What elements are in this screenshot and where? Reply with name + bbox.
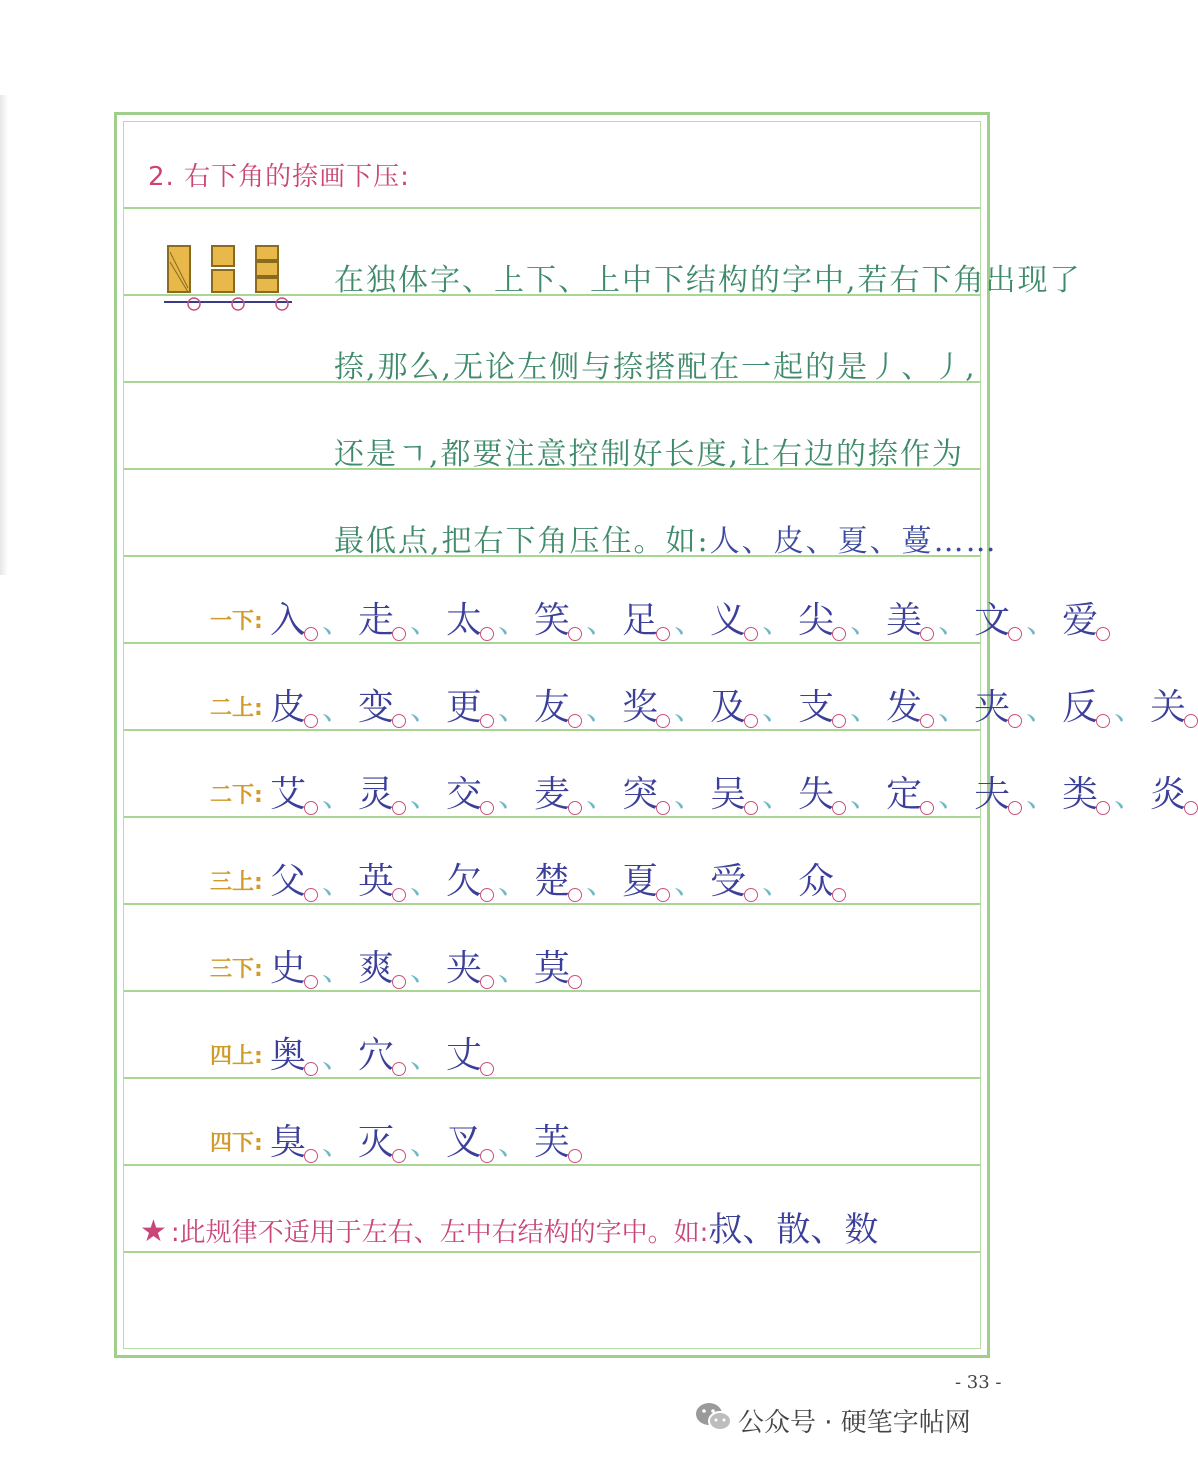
- character-separator: 、: [322, 1040, 353, 1075]
- practice-character: 灭: [358, 1114, 394, 1165]
- character-separator: 、: [322, 779, 353, 814]
- character-separator: 、: [410, 1127, 441, 1162]
- watermark-footer: 公众号 · 硬笔字帖网: [738, 1408, 971, 1438]
- practice-characters: [270, 679, 1196, 730]
- practice-characters: [270, 766, 1196, 817]
- character-separator: 、: [322, 866, 353, 901]
- paragraph-line-4: [334, 516, 998, 560]
- practice-character: 美: [886, 592, 922, 643]
- practice-character: 英: [358, 853, 394, 904]
- practice-character: 文: [974, 592, 1010, 643]
- practice-character: 夏: [622, 853, 658, 904]
- practice-character: 友: [534, 679, 570, 730]
- practice-character: 发: [886, 679, 922, 730]
- rule-exception-note: [140, 1202, 878, 1251]
- character-separator: 、: [498, 779, 529, 814]
- practice-character: 更: [446, 679, 482, 730]
- character-separator: 、: [322, 605, 353, 640]
- row-label: 四下:: [210, 1131, 263, 1156]
- practice-character: 失: [798, 766, 834, 817]
- practice-character: 穴: [358, 1027, 394, 1078]
- character-separator: 、: [850, 692, 881, 727]
- practice-character: 艾: [270, 766, 306, 817]
- character-separator: 、: [762, 692, 793, 727]
- character-separator: 、: [586, 779, 617, 814]
- practice-character: 太: [446, 592, 482, 643]
- character-separator: 、: [322, 692, 353, 727]
- practice-character: 支: [798, 679, 834, 730]
- character-separator: 、: [762, 605, 793, 640]
- character-separator: 、: [1026, 779, 1057, 814]
- practice-character: 芙: [534, 1114, 570, 1165]
- practice-characters: [270, 853, 844, 904]
- character-separator: 、: [674, 866, 705, 901]
- page-number: - 33 -: [955, 1372, 1002, 1393]
- practice-character: 众: [798, 853, 834, 904]
- practice-character: 夹: [446, 940, 482, 991]
- character-separator: 、: [586, 605, 617, 640]
- character-separator: 、: [322, 953, 353, 988]
- practice-character: 吴: [710, 766, 746, 817]
- practice-character: 反: [1062, 679, 1098, 730]
- practice-characters: [270, 1114, 580, 1165]
- row-label: 一下:: [210, 609, 263, 634]
- page-edge-shadow: [0, 95, 8, 575]
- practice-character: 受: [710, 853, 746, 904]
- star-icon: ★: [140, 1214, 167, 1249]
- practice-character: 类: [1062, 766, 1098, 817]
- paragraph-line-4-text: 最低点,把右下角压住。如:: [334, 524, 710, 559]
- practice-character: 臭: [270, 1114, 306, 1165]
- character-separator: 、: [674, 692, 705, 727]
- note-text: :此规律不适用于左右、左中右结构的字中。如:: [170, 1218, 709, 1248]
- character-separator: 、: [850, 605, 881, 640]
- practice-character: 奥: [270, 1027, 306, 1078]
- practice-character: 笑: [534, 592, 570, 643]
- character-separator: 、: [498, 866, 529, 901]
- practice-characters: [270, 592, 1108, 643]
- character-separator: 、: [410, 866, 441, 901]
- practice-character: 莫: [534, 940, 570, 991]
- character-separator: 、: [1026, 692, 1057, 727]
- practice-character: 入: [270, 592, 306, 643]
- practice-character: 定: [886, 766, 922, 817]
- practice-character: 夫: [974, 766, 1010, 817]
- character-separator: 、: [850, 779, 881, 814]
- character-separator: 、: [498, 953, 529, 988]
- practice-character: 史: [270, 940, 306, 991]
- practice-character: 变: [358, 679, 394, 730]
- practice-character: 楚: [534, 853, 570, 904]
- practice-character: 爱: [1062, 592, 1098, 643]
- character-separator: 、: [322, 1127, 353, 1162]
- practice-character: 足: [622, 592, 658, 643]
- practice-character: 欠: [446, 853, 482, 904]
- character-separator: 、: [1114, 692, 1145, 727]
- practice-character: 父: [270, 853, 306, 904]
- practice-character: 皮: [270, 679, 306, 730]
- character-separator: 、: [498, 605, 529, 640]
- character-separator: 、: [410, 779, 441, 814]
- character-separator: 、: [410, 953, 441, 988]
- practice-characters: [270, 1027, 492, 1078]
- character-separator: 、: [674, 779, 705, 814]
- character-separator: 、: [498, 692, 529, 727]
- practice-character: 灵: [358, 766, 394, 817]
- paragraph-line-2: 捺,那么,无论左侧与捺搭配在一起的是丿、丿,: [334, 350, 977, 385]
- character-separator: 、: [586, 692, 617, 727]
- row-label: 三上:: [210, 870, 263, 895]
- note-examples: 叔、散、数: [708, 1210, 879, 1250]
- practice-character: 及: [710, 679, 746, 730]
- paragraph-examples: 人、皮、夏、蔓……: [709, 524, 998, 559]
- character-separator: 、: [674, 605, 705, 640]
- character-separator: 、: [938, 605, 969, 640]
- practice-character: 炎: [1150, 766, 1186, 817]
- character-separator: 、: [1114, 779, 1145, 814]
- practice-character: 叉: [446, 1114, 482, 1165]
- character-separator: 、: [1026, 605, 1057, 640]
- row-label: 四上:: [210, 1044, 263, 1069]
- character-separator: 、: [586, 866, 617, 901]
- row-label: 二下:: [210, 783, 263, 808]
- title-row: [124, 122, 980, 209]
- practice-character: 交: [446, 766, 482, 817]
- character-separator: 、: [410, 692, 441, 727]
- practice-character: 尖: [798, 592, 834, 643]
- practice-character: 爽: [358, 940, 394, 991]
- character-separator: 、: [938, 779, 969, 814]
- worksheet-frame: [114, 112, 1187, 1358]
- character-separator: 、: [938, 692, 969, 727]
- practice-character: 奖: [622, 679, 658, 730]
- paragraph-line-1: 在独体字、上下、上中下结构的字中,若右下角出现了: [334, 263, 1082, 298]
- character-separator: 、: [762, 866, 793, 901]
- section-title: 2. 右下角的捺画下压:: [148, 162, 410, 192]
- practice-character: 突: [622, 766, 658, 817]
- practice-character: 麦: [534, 766, 570, 817]
- paragraph-line-3: 还是ㄱ,都要注意控制好长度,让右边的捺作为: [334, 437, 965, 472]
- wechat-icon: [694, 1400, 734, 1434]
- practice-character: 丈: [446, 1027, 482, 1078]
- character-separator: 、: [410, 605, 441, 640]
- practice-characters: [270, 940, 580, 991]
- character-separator: 、: [762, 779, 793, 814]
- character-separator: 、: [498, 1127, 529, 1162]
- practice-character: 走: [358, 592, 394, 643]
- practice-character: 关: [1150, 679, 1186, 730]
- character-structure-icon: [164, 242, 294, 312]
- row-label: 二上:: [210, 696, 263, 721]
- row-label: 三下:: [210, 957, 263, 982]
- worksheet-inner-border: [123, 121, 1187, 1349]
- practice-character: 夹: [974, 679, 1010, 730]
- character-separator: 、: [410, 1040, 441, 1075]
- practice-character: 义: [710, 592, 746, 643]
